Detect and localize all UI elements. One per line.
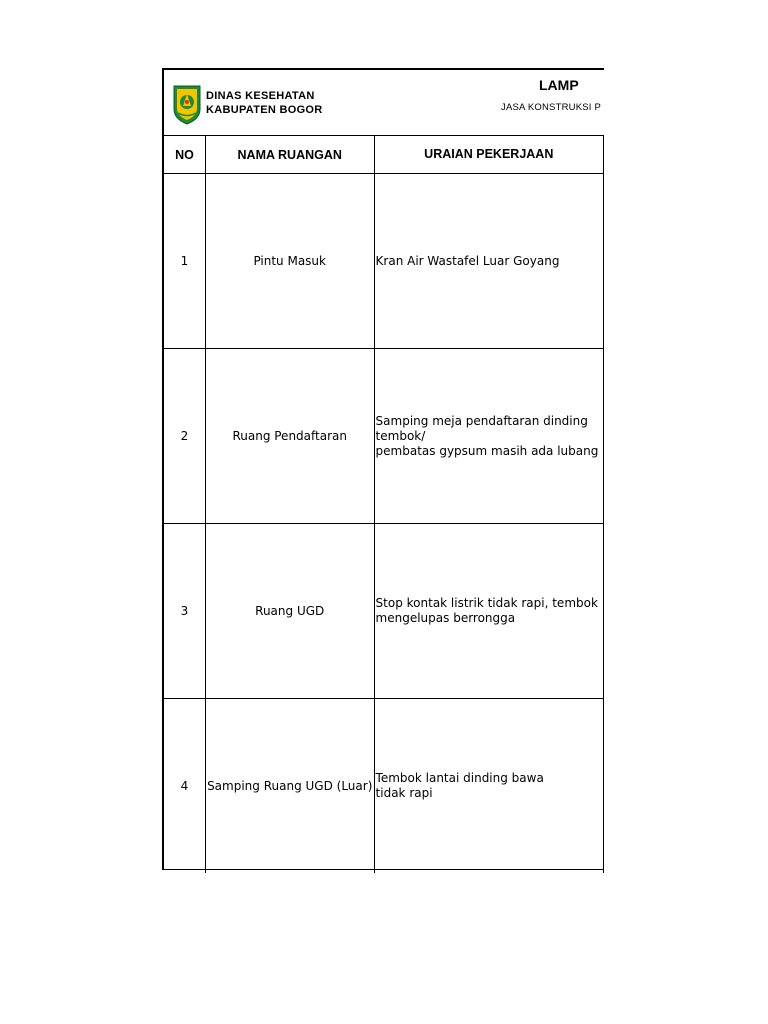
org-line-1: DINAS KESEHATAN	[206, 90, 315, 102]
column-header-no: NO	[164, 136, 205, 174]
organization-name	[206, 89, 323, 117]
org-line-2: KABUPATEN BOGOR	[206, 104, 323, 116]
table-row	[164, 524, 604, 699]
work-items-table	[164, 135, 604, 873]
document-title: LAMP	[539, 77, 579, 93]
table-header-row	[164, 136, 604, 174]
document-subtitle: JASA KONSTRUKSI P	[501, 102, 602, 113]
room-name: Ruang Pendaftaran	[205, 349, 374, 524]
row-number: 2	[164, 349, 205, 524]
room-name: Pintu Masuk	[205, 174, 374, 349]
room-name: Ruang UGD	[205, 524, 374, 699]
table-row	[164, 699, 604, 874]
document-sheet	[162, 68, 604, 870]
work-description: Kran Air Wastafel Luar Goyang	[374, 174, 603, 349]
work-description: Samping meja pendaftaran dinding tembok/ pembatas gypsum masih ada lubang	[374, 349, 603, 524]
column-header-room-name: NAMA RUANGAN	[205, 136, 374, 174]
row-number: 3	[164, 524, 205, 699]
work-description: Tembok lantai dinding bawa tidak rapi	[374, 699, 603, 874]
kabupaten-bogor-emblem-icon	[172, 83, 202, 125]
column-header-work-description: URAIAN PEKERJAAN	[374, 136, 603, 174]
row-number: 1	[164, 174, 205, 349]
room-name: Samping Ruang UGD (Luar)	[205, 699, 374, 874]
table-row	[164, 349, 604, 524]
document-header	[164, 70, 604, 136]
work-description: Stop kontak listrik tidak rapi, tembok mengelupas berrongga	[374, 524, 603, 699]
table-row	[164, 174, 604, 349]
row-number: 4	[164, 699, 205, 874]
